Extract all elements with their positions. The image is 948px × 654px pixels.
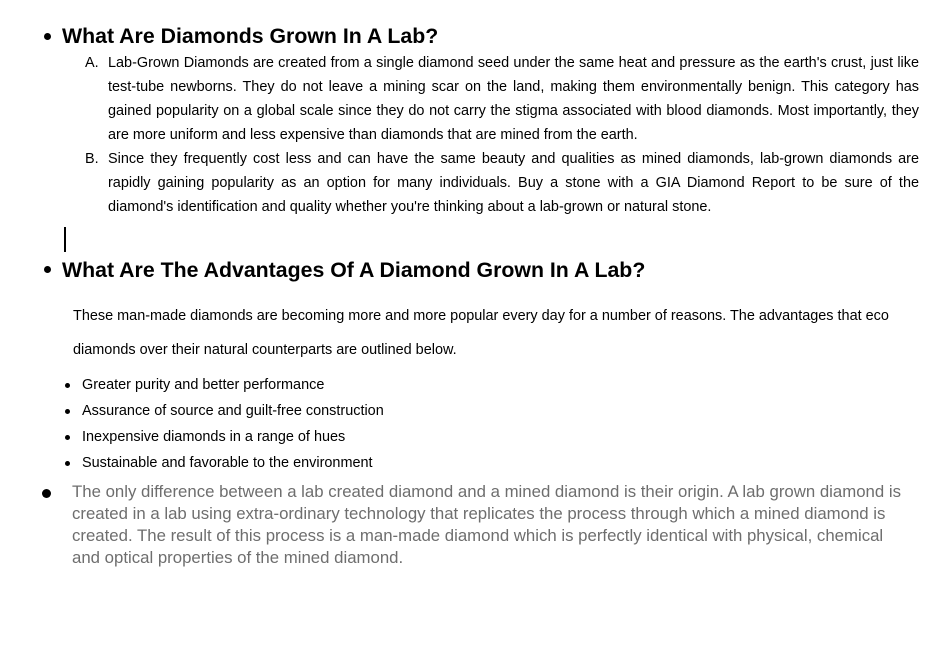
intro-paragraph[interactable]: These man-made diamonds are becoming more and more popular every day for a number of reasons. The advantages that eco diamonds over their natural counterparts are outlined below. (73, 308, 889, 358)
advantage-item-assurance[interactable] (65, 398, 765, 424)
alpha-text-a[interactable]: Lab-Grown Diamonds are created from a single diamond seed under the same heat and pressure as the earth's crust, just like test-tube newborns. They do not leave a mining scar on the land, making them environmentally benign. This category has gained popularity on a global scale since they do not carry the stigma associated with blood diamonds. Most importantly, they are more uniform and less expensive than diamonds that are mined from the earth. (108, 55, 919, 143)
alpha-item-a[interactable] (85, 51, 919, 147)
advantage-text[interactable]: Greater purity and better performance (82, 377, 325, 393)
note-paragraph[interactable]: The only difference between a lab created diamond and a mined diamond is their origin. A lab grown diamond is created in a lab using extra-ordinary technology that replicates the process through which a mined diamond is created. The result of this process is a man-made diamond which is perfectly identical with physical, chemical and optical properties of the mined diamond. (72, 482, 902, 567)
heading2-bullet-icon (44, 266, 51, 273)
bullet-icon (65, 409, 70, 414)
bullet-icon (65, 435, 70, 440)
bullet-icon (65, 461, 70, 466)
heading1-bullet-icon (44, 33, 51, 40)
advantage-item-purity[interactable] (65, 372, 765, 398)
alpha-item-b[interactable] (85, 147, 919, 219)
alpha-list (85, 51, 919, 219)
alpha-text-b[interactable]: Since they frequently cost less and can have the same beauty and qualities as mined diamonds, lab-grown diamonds are rapidly gaining popularity as an option for many individuals. Buy a stone with a GIA Diamond Report to be sure of the diamond's identification and quality whether you're thinking about a lab-grown or natural stone. (108, 151, 919, 215)
bullet-icon (65, 383, 70, 388)
advantage-text[interactable]: Sustainable and favorable to the environment (82, 455, 373, 471)
advantage-item-inexpensive[interactable] (65, 424, 765, 450)
text-cursor (64, 227, 66, 252)
alpha-marker-a: A. (85, 55, 99, 71)
heading-what-are-diamonds-grown-in-a-lab[interactable]: What Are Diamonds Grown In A Lab? (62, 24, 439, 48)
advantage-item-sustainable[interactable] (65, 450, 765, 476)
alpha-marker-b: B. (85, 151, 99, 167)
advantage-text[interactable]: Assurance of source and guilt-free construction (82, 403, 384, 419)
note-bullet-icon (42, 489, 51, 498)
heading-advantages-of-a-diamond-grown-in-a-lab[interactable]: What Are The Advantages Of A Diamond Grown In A Lab? (62, 258, 646, 282)
advantages-list (65, 372, 765, 476)
advantage-text[interactable]: Inexpensive diamonds in a range of hues (82, 429, 346, 445)
